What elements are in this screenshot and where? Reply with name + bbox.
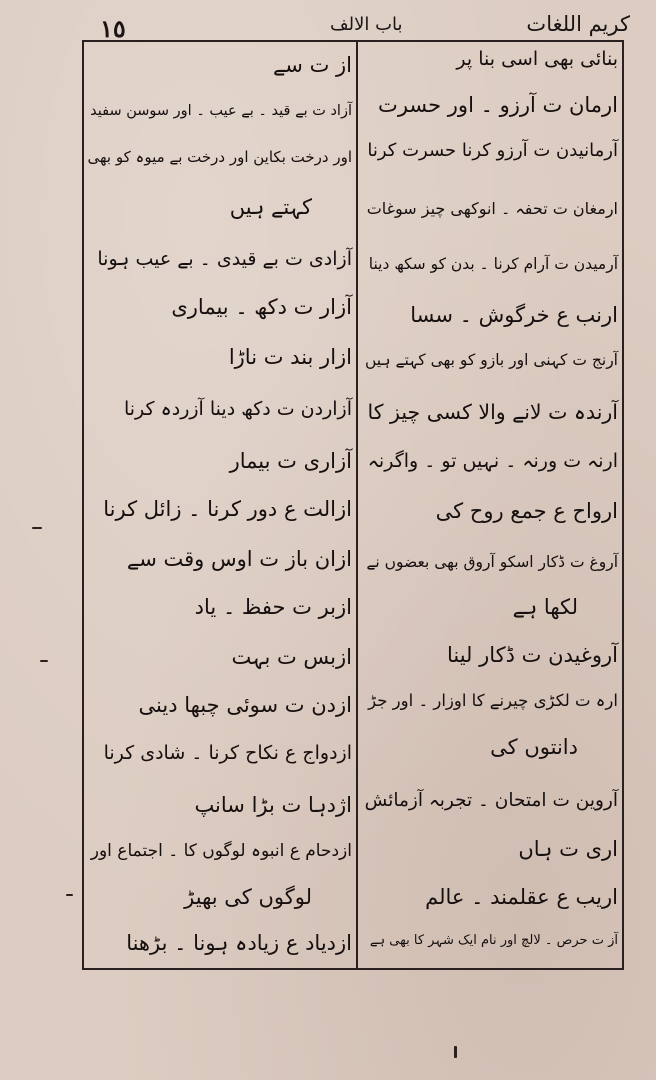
entry: آروین ت امتحان ۔ تجربہ آزمائش (364, 790, 618, 811)
entry: اری ت ہاں (518, 837, 618, 861)
book-title: کریم اللغات (526, 12, 630, 36)
entry: ارمان ت آرزو ۔ اور حسرت (378, 93, 618, 117)
entry: ازدواج ع نکاح کرنا ۔ شادی کرنا (103, 742, 352, 764)
entry: ازدیاد ع زیادہ ہونا ۔ بڑھنا (126, 931, 352, 955)
entry: آرنج ت کہنی اور بازو کو بھی کہتے ہیں (364, 351, 618, 369)
entry: ارنہ ت ورنہ ۔ نہیں تو ۔ واگرنہ (367, 450, 618, 472)
entry: آروغ ت ڈکار اسکو آروق بھی بعضوں نے (366, 553, 618, 571)
entry: ازبر ت حفظ ۔ یاد (194, 595, 352, 619)
margin-mark (454, 1046, 457, 1058)
entry: آزار ت دکھ ۔ بیماری (171, 295, 352, 319)
margin-mark (66, 894, 73, 896)
entry: آزادی ت بے قیدی ۔ بے عیب ہونا (97, 248, 352, 270)
entry: اور درخت بکاین اور درخت بے میوہ کو بھی (87, 148, 352, 166)
entry: آرندہ ت لانے والا کسی چیز کا (367, 400, 618, 424)
entry: بنائی بھی اسی بنا پر (456, 48, 618, 70)
margin-mark (40, 660, 48, 662)
entry: آرمانیدن ت آرزو کرنا حسرت کرنا (367, 140, 618, 161)
entry: ازان باز ت اوس وقت سے (126, 547, 352, 571)
entry: ازدحام ع انبوہ لوگوں کا ۔ اجتماع اور (90, 841, 352, 861)
entry: آزاری ت بیمار (229, 449, 352, 473)
entry-continuation: لوگوں کی بھیڑ (184, 885, 312, 909)
entry: آزاردن ت دکھ دینا آزردہ کرنا (123, 398, 352, 420)
entry: ازار بند ت ناڑا (228, 345, 352, 369)
entry: ارواح ع جمع روح کی (435, 499, 618, 523)
entry-continuation: دانتوں کی (490, 735, 578, 759)
entry: آرمیدن ت آرام کرنا ۔ بدن کو سکھ دینا (368, 255, 618, 273)
entry: آروغیدن ت ڈکار لینا (446, 643, 618, 667)
entry: اژدہا ت بڑا سانپ (194, 793, 352, 817)
entry: ازالت ع دور کرنا ۔ زائل کرنا (103, 497, 352, 521)
entry-continuation: کہتے ہیں (229, 195, 312, 219)
entry: آزاد ت بے قید ۔ بے عیب ۔ اور سوسن سفید (90, 103, 352, 119)
entry: ارمغان ت تحفہ ۔ انوکھی چیز سوغات (366, 199, 618, 218)
margin-mark (32, 527, 42, 529)
entry-continuation: لکھا ہے (512, 595, 578, 619)
entry: آز ت حرص ۔ لالچ اور نام ایک شہر کا بھی ہے (369, 933, 618, 948)
page-number: ١٥ (100, 14, 126, 43)
column-divider (356, 40, 358, 970)
running-head: باب الالف (330, 14, 403, 35)
entry: ازدن ت سوئی چبھا دینی (138, 693, 352, 717)
entry: ازبس ت بہت (231, 645, 352, 669)
entry: اریب ع عقلمند ۔ عالم (425, 885, 618, 909)
entry: از ت سے (273, 53, 352, 77)
entry: ارہ ت لکڑی چیرنے کا اوزار ۔ اور جڑ (368, 691, 618, 710)
entry: ارنب ع خرگوش ۔ سسا (410, 303, 618, 327)
